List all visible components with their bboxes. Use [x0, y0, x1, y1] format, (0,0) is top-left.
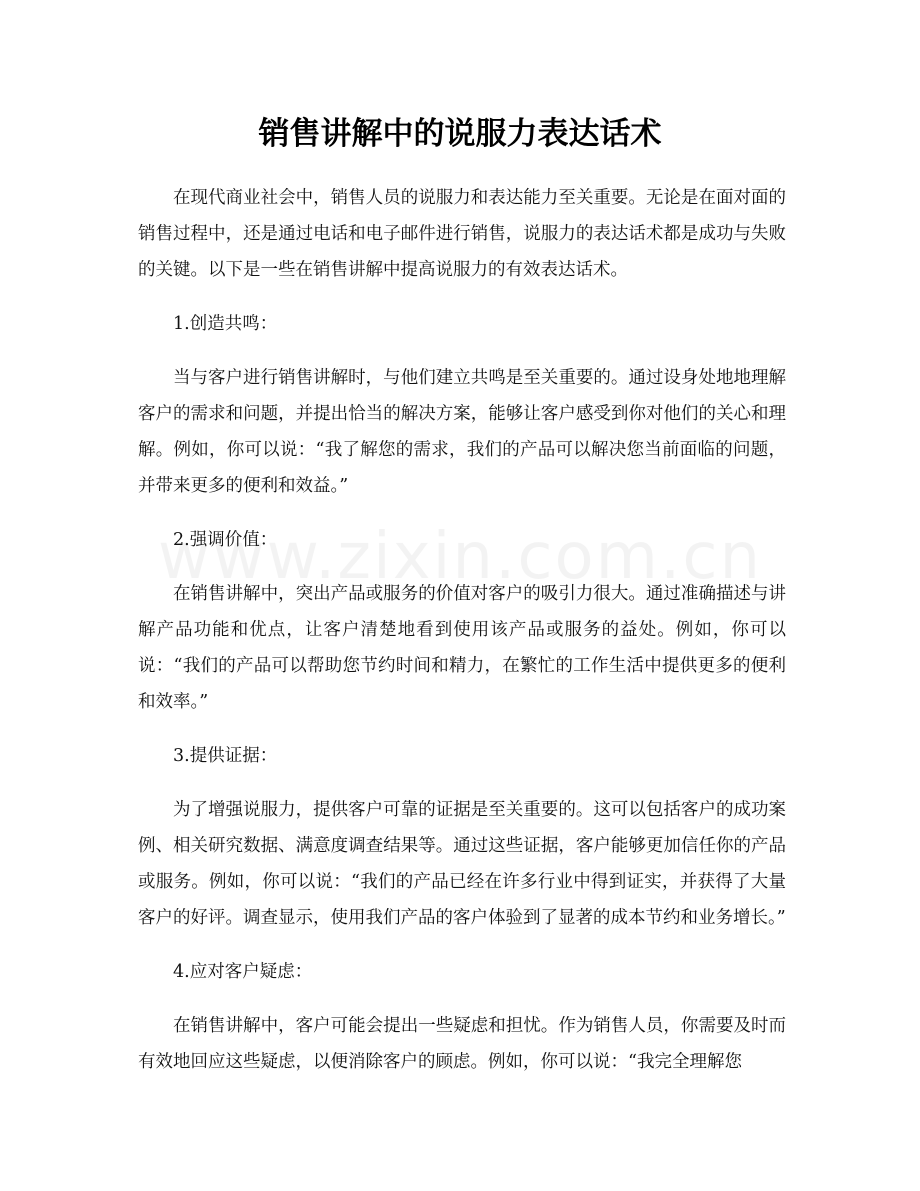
section-heading-3: 3.提供证据：	[173, 746, 278, 766]
document-body	[138, 180, 786, 1098]
section-heading-4: 4.应对客户疑虑：	[173, 962, 313, 982]
section-heading-1: 1.创造共鸣：	[173, 314, 278, 334]
intro-paragraph: 在现代商业社会中，销售人员的说服力和表达能力至关重要。无论是在面对面的销售过程中，还是通过电话和电子邮件进行销售，说服力的表达话术都是成功与失败的关键。以下是一些在销售讲解中提高说服力的有效表达话术。	[138, 188, 786, 280]
section-paragraph-4: 在销售讲解中，客户可能会提出一些疑虑和担忧。作为销售人员，你需要及时而有效地回应这些疑虑，以便消除客户的顾虑。例如，你可以说：“我完全理解您	[138, 1016, 786, 1072]
document-title: 销售讲解中的说服力表达话术	[258, 116, 662, 152]
section-paragraph-2: 在销售讲解中，突出产品或服务的价值对客户的吸引力很大。通过准确描述与讲解产品功能和优点，让客户清楚地看到使用该产品或服务的益处。例如，你可以说：“我们的产品可以帮助您节约时间和精力，在繁忙的工作生活中提供更多的便利和效率。”	[138, 584, 786, 712]
section-paragraph-3: 为了增强说服力，提供客户可靠的证据是至关重要的。这可以包括客户的成功案例、相关研究数据、满意度调查结果等。通过这些证据，客户能够更加信任你的产品或服务。例如，你可以说：“我们的产品已经在许多行业中得到证实，并获得了大量客户的好评。调查显示，使用我们产品的客户体验到了显著的成本节约和业务增长。”	[138, 800, 786, 928]
section-heading-2: 2.强调价值：	[173, 530, 278, 550]
section-paragraph-1: 当与客户进行销售讲解时，与他们建立共鸣是至关重要的。通过设身处地地理解客户的需求和问题，并提出恰当的解决方案，能够让客户感受到你对他们的关心和理解。例如，你可以说：“我了解您的需求，我们的产品可以解决您当前面临的问题，并带来更多的便利和效益。”	[138, 368, 786, 496]
